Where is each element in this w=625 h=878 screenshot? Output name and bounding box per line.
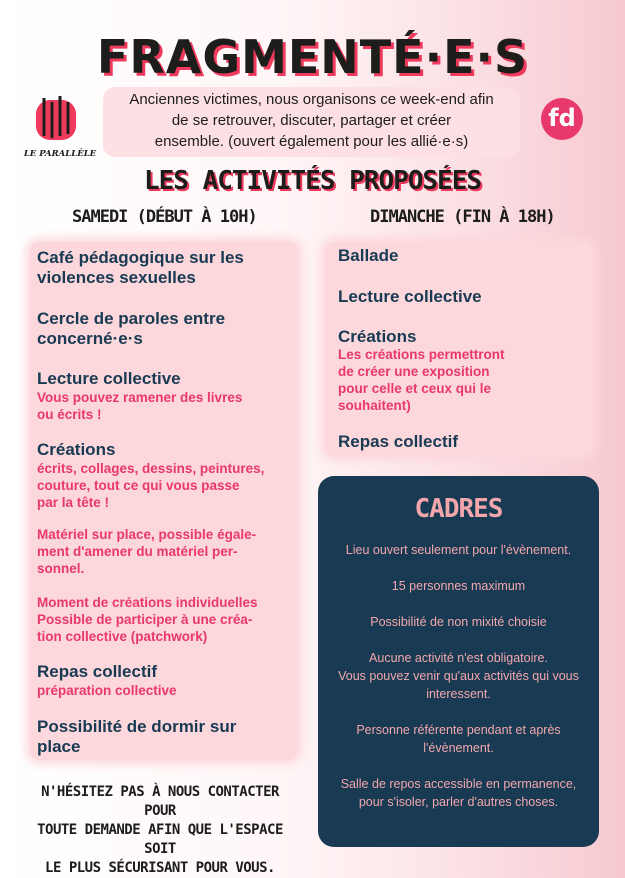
sunday-item-creations-sub: Les créations permettront de créer une exposition pour celle et ceux qui le souhaitent)	[338, 347, 505, 413]
saturday-item-creations: Créations	[37, 440, 116, 459]
sunday-item-lecture: Lecture collective	[338, 287, 482, 306]
fd-logo: fd	[541, 98, 583, 140]
le-parallele-logo-icon	[23, 92, 97, 162]
saturday-item-cafe: Café pédagogique sur les violences sexuelles	[37, 248, 244, 287]
saturday-item-creations-sub: écrits, collages, dessins, peintures, couture, tout ce qui vous passe par la tête !	[37, 461, 265, 510]
sunday-heading: DIMANCHE (FIN À 18H)	[370, 207, 555, 227]
cadre-rule-3: Possibilité de non mixité choisie	[370, 615, 547, 629]
cadre-rule-1: Lieu ouvert seulement pour l'évènement.	[345, 543, 572, 557]
saturday-item-repas: Repas collectif	[37, 662, 157, 681]
intro-text: Anciennes victimes, nous organisons ce week-end afin de se retrouver, discuter, partager et créer ensemble. (ouvert également pour les allié·e·s)	[129, 91, 494, 150]
le-parallele-logo	[23, 92, 97, 162]
saturday-item-moment: Moment de créations individuelles Possible de participer à une créa- tion collective (patchwork)	[37, 595, 258, 644]
contact-note: N'HÉSITEZ PAS À NOUS CONTACTER POUR TOUTE DEMANDE AFIN QUE L'ESPACE SOIT LE PLUS SÉCURISANT POUR VOUS.	[37, 784, 283, 876]
cadre-rule-4: Aucune activité n'est obligatoire. Vous pouvez venir qu'aux activités qui vous interessent.	[338, 651, 579, 701]
cadre-rule-5: Personne référente pendant et après l'évènement.	[356, 723, 561, 755]
sunday-item-creations: Créations	[338, 327, 417, 346]
saturday-item-dormir: Possibilité de dormir sur place	[37, 717, 237, 756]
sunday-item-repas: Repas collectif	[338, 432, 458, 451]
page-title: FRAGMENTÉ·E·S	[96, 30, 529, 84]
saturday-item-repas-sub: préparation collective	[37, 683, 177, 698]
cadres-title: CADRES	[414, 494, 503, 524]
sunday-item-ballade: Ballade	[338, 246, 399, 265]
logo-left-text: LE PARALLÈLE	[23, 149, 97, 159]
saturday-item-cercle: Cercle de paroles entre concerné·e·s	[37, 309, 226, 348]
cadre-rule-2: 15 personnes maximum	[391, 579, 526, 593]
activities-heading: LES ACTIVITÉS PROPOSÉES	[143, 166, 482, 196]
cadre-rule-6: Salle de repos accessible en permanence, pour s'isoler, parler d'autres choses.	[340, 777, 577, 809]
saturday-item-materiel: Matériel sur place, possible égale- ment d'amener du matériel per- sonnel.	[37, 527, 257, 576]
saturday-item-lecture: Lecture collective	[37, 369, 181, 388]
saturday-item-lecture-sub: Vous pouvez ramener des livres ou écrits !	[37, 390, 243, 422]
saturday-heading: SAMEDI (DÉBUT À 10H)	[72, 207, 257, 227]
